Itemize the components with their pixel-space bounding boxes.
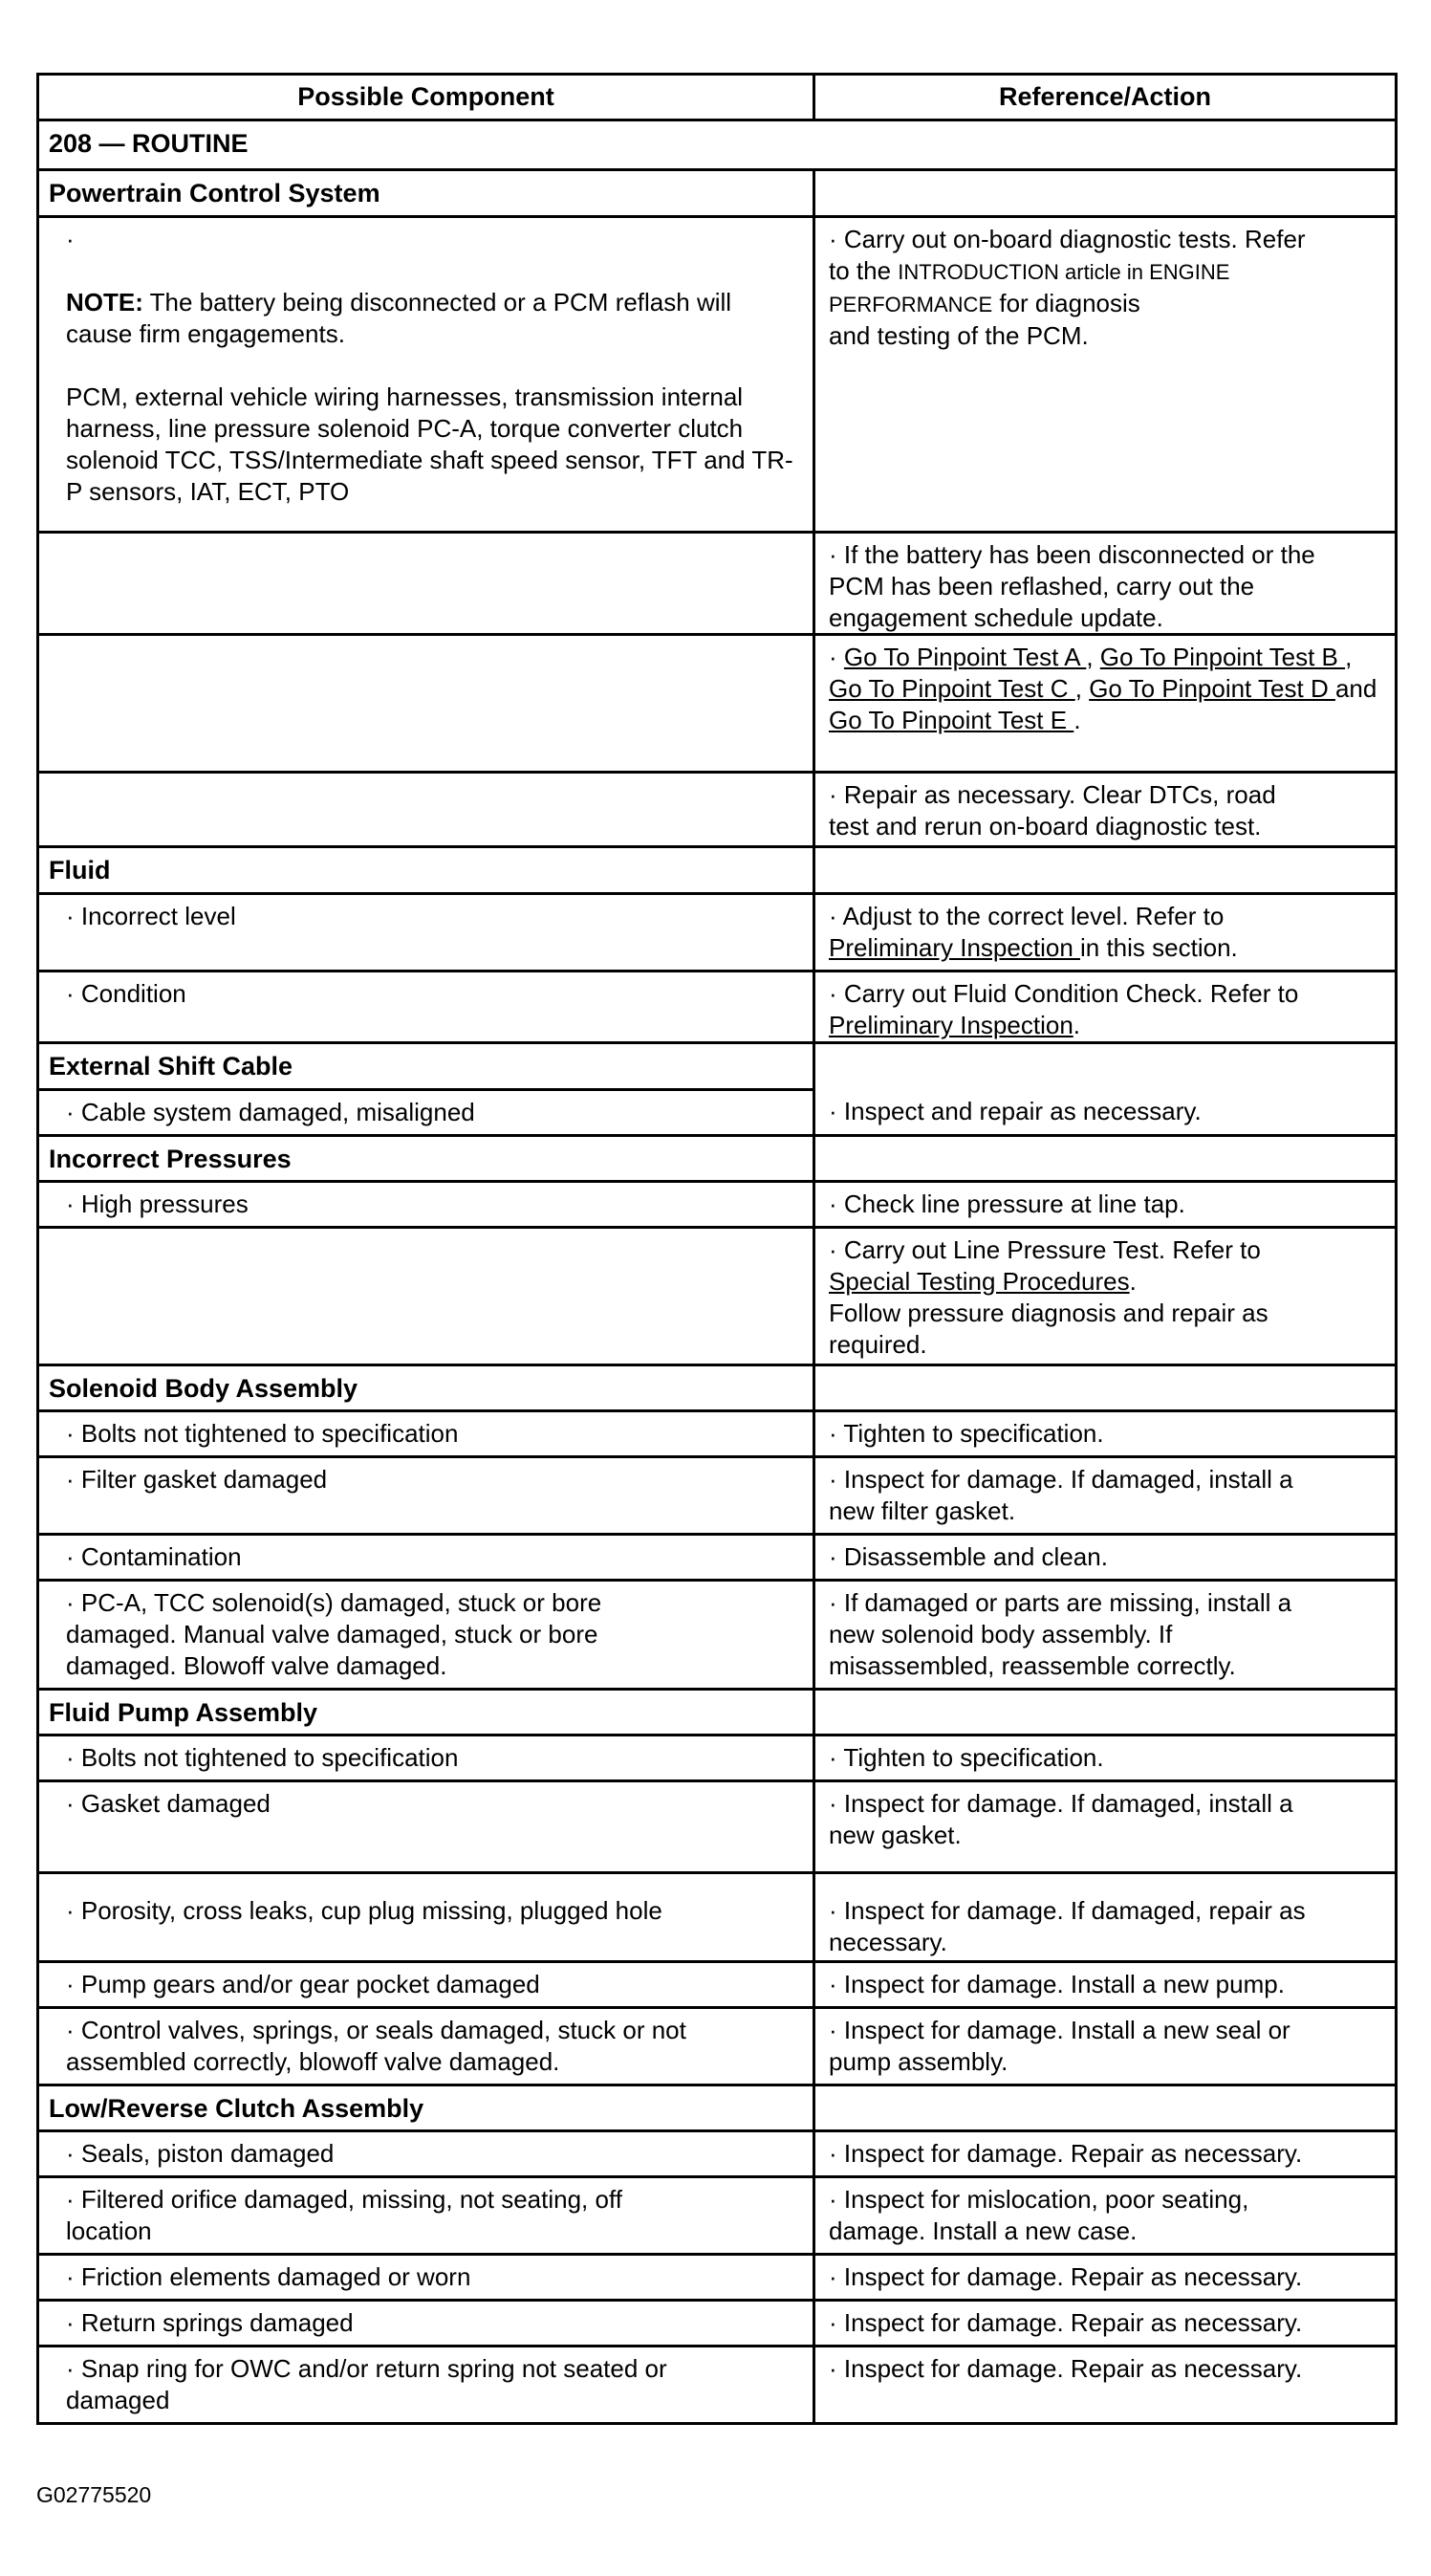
section-solenoid — [36, 1364, 815, 1412]
pump-r2-text: · Gasket damaged — [66, 1789, 271, 1818]
pressures-action-check — [813, 1180, 1398, 1229]
section-shift-cable-label: External Shift Cable — [49, 1052, 293, 1081]
section-powertrain — [36, 168, 815, 218]
pcs-components-cell — [36, 215, 815, 534]
lowrev-a3-text: · Inspect for damage. Repair as necessary. — [829, 2262, 1303, 2291]
pump-r3-text: · Porosity, cross leaks, cup plug missing, plugged hole — [66, 1896, 662, 1925]
lowrev-action-3 — [813, 2253, 1398, 2302]
header-action-label: Reference/Action — [998, 82, 1212, 111]
pump-row-5 — [36, 2006, 815, 2086]
pump-action-4 — [813, 1960, 1398, 2009]
pin-sep-1: , — [1086, 643, 1100, 671]
pressures-action2-text: · Carry out Line Pressure Test. Refer to — [829, 1235, 1261, 1264]
fluid-level-action-text: · Adjust to the correct level. Refer to — [829, 902, 1225, 930]
solenoid-action-4 — [813, 1579, 1398, 1691]
pressures-action-test — [813, 1226, 1398, 1366]
section-solenoid-action — [813, 1364, 1398, 1412]
lowrev-r3-text: · Friction elements damaged or worn — [66, 2262, 471, 2291]
pump-a4-text: · Inspect for damage. Install a new pump. — [829, 1970, 1285, 1998]
solenoid-a3-text: · Disassemble and clean. — [829, 1542, 1108, 1571]
pcs-action-pinpoint: · Go To Pinpoint Test A , Go To Pinpoint Test B , Go To Pinpoint Test C , Go To Pinpoint Test D and Go To Pinpoint Test E . — [813, 633, 1398, 774]
fluid-condition-action-text: · Carry out Fluid Condition Check. Refer to — [829, 979, 1299, 1008]
solenoid-row-3 — [36, 1533, 815, 1582]
pump-action-5 — [813, 2006, 1398, 2086]
pinpoint-test-b-link[interactable]: Go To Pinpoint Test B — [1099, 643, 1346, 671]
section-powertrain-label: Powertrain Control System — [49, 179, 380, 207]
lowrev-r5-text: · Snap ring for OWC and/or return spring not seated or damaged — [66, 2354, 667, 2414]
pump-r5-text: · Control valves, springs, or seals damaged, stuck or not assembled correctly, blowoff valve damaged. — [66, 2016, 686, 2076]
pin-and: and — [1334, 674, 1377, 703]
solenoid-a1-text: · Tighten to specification. — [829, 1419, 1104, 1448]
pcs-note-label: NOTE: — [66, 288, 143, 317]
solenoid-a2-text: · Inspect for damage. If damaged, install a new filter gasket. — [829, 1465, 1293, 1525]
pressures-action1-text: · Check line pressure at line tap. — [829, 1190, 1185, 1218]
solenoid-action-3 — [813, 1533, 1398, 1582]
section-fluid — [36, 845, 815, 895]
section-pump-action — [813, 1688, 1398, 1736]
diagnosis-table — [36, 73, 1398, 2466]
solenoid-row-1 — [36, 1409, 815, 1458]
pump-row-3 — [36, 1871, 815, 1963]
solenoid-action-2 — [813, 1455, 1398, 1536]
solenoid-action-1 — [813, 1409, 1398, 1458]
lowrev-action-4 — [813, 2299, 1398, 2347]
lowrev-row-3 — [36, 2253, 815, 2302]
section-low-reverse — [36, 2084, 815, 2132]
section-powertrain-action — [813, 168, 1398, 218]
section-shift-cable — [36, 1041, 815, 1091]
pin-sep-2: , — [1345, 643, 1353, 671]
solenoid-r4-text: · PC-A, TCC solenoid(s) damaged, stuck or bore damaged. Manual valve damaged, stuck or bore damaged. Blowoff valve damaged. — [66, 1588, 602, 1680]
solenoid-r3-text: · Contamination — [66, 1542, 242, 1571]
pump-action-2 — [813, 1779, 1398, 1874]
solenoid-r1-text: · Bolts not tightened to specification — [66, 1419, 459, 1448]
pinpoint-test-a-link[interactable]: Go To Pinpoint Test A — [843, 643, 1087, 671]
solenoid-row-2 — [36, 1455, 815, 1536]
pinpoint-test-c-link[interactable]: Go To Pinpoint Test C — [829, 674, 1075, 703]
fluid-level-label: · Incorrect level — [66, 902, 236, 930]
section-solenoid-label: Solenoid Body Assembly — [49, 1374, 358, 1403]
header-component — [36, 73, 815, 121]
preliminary-inspection-link-1[interactable]: Preliminary Inspection — [829, 933, 1080, 962]
pcs-action-diagnostic — [813, 215, 1398, 534]
pcs-note-text: The battery being disconnected or a PCM reflash will cause firm engagements. — [66, 288, 732, 348]
pressures-action2-tail: . Follow pressure diagnosis and repair as required. — [829, 1267, 1268, 1359]
solenoid-row-4 — [36, 1579, 815, 1691]
pump-row-4 — [36, 1960, 815, 2009]
lowrev-row-1 — [36, 2129, 815, 2178]
lowrev-r1-text: · Seals, piston damaged — [66, 2139, 335, 2168]
pcs-bullet: · — [66, 225, 75, 253]
pcs-action-battery — [813, 531, 1398, 636]
pcs-empty-cell-2 — [36, 633, 815, 774]
pump-a5-text: · Inspect for damage. Install a new seal or pump assembly. — [829, 2016, 1290, 2076]
pcs-action1-tail: for diagnosis and testing of the PCM. — [829, 289, 1140, 350]
table-title — [36, 119, 1398, 171]
pcs-note — [66, 287, 803, 382]
fluid-condition-label: · Condition — [66, 979, 186, 1008]
pinpoint-test-e-link[interactable]: Go To Pinpoint Test E — [829, 706, 1074, 734]
lowrev-a4-text: · Inspect for damage. Repair as necessary. — [829, 2308, 1303, 2337]
lowrev-a1-text: · Inspect for damage. Repair as necessary. — [829, 2139, 1303, 2168]
pump-row-1 — [36, 1734, 815, 1782]
engine-performance-reference: INTRODUCTION article in ENGINE PERFORMANCE — [829, 260, 1230, 317]
pump-action-3 — [813, 1871, 1398, 1963]
fluid-condition-action — [813, 970, 1398, 1044]
pump-a2-text: · Inspect for damage. If damaged, install a new gasket. — [829, 1789, 1293, 1849]
figure-id: G02775520 — [36, 2482, 152, 2507]
shift-cable-action — [813, 1041, 1398, 1137]
pressures-empty-cell — [36, 1226, 815, 1366]
pump-r1-text: · Bolts not tightened to specification — [66, 1743, 459, 1772]
section-pressures — [36, 1134, 815, 1183]
pump-r4-text: · Pump gears and/or gear pocket damaged — [66, 1970, 540, 1998]
lowrev-row-5 — [36, 2345, 815, 2425]
lowrev-action-5 — [813, 2345, 1398, 2425]
lowrev-action-2 — [813, 2175, 1398, 2256]
fluid-level-row — [36, 892, 815, 972]
pcs-action2-text: · If the battery has been disconnected or the PCM has been reflashed, carry out the engagement schedule update. — [829, 540, 1315, 632]
solenoid-r2-text: · Filter gasket damaged — [66, 1465, 328, 1494]
pcs-action4-text: · Repair as necessary. Clear DTCs, road test and rerun on-board diagnostic test. — [829, 780, 1276, 840]
lowrev-a2-text: · Inspect for mislocation, poor seating, damage. Install a new case. — [829, 2185, 1249, 2245]
section-pressures-label: Incorrect Pressures — [49, 1145, 292, 1173]
pump-action-1 — [813, 1734, 1398, 1782]
fluid-condition-action-tail: . — [1073, 1011, 1081, 1039]
lowrev-action-1 — [813, 2129, 1398, 2178]
pcs-empty-cell-3 — [36, 771, 815, 848]
pump-row-2 — [36, 1779, 815, 1874]
section-pump-label: Fluid Pump Assembly — [49, 1698, 318, 1727]
section-low-reverse-label: Low/Reverse Clutch Assembly — [49, 2094, 424, 2123]
section-fluid-label: Fluid — [49, 856, 111, 884]
fluid-level-action — [813, 892, 1398, 972]
lowrev-row-4 — [36, 2299, 815, 2347]
pump-a3-text: · Inspect for damage. If damaged, repair as necessary. — [829, 1896, 1306, 1956]
solenoid-a4-text: · If damaged or parts are missing, install a new solenoid body assembly. If misassembled, reassemble correctly. — [829, 1588, 1292, 1680]
shift-cable-action-text: · Inspect and repair as necessary. — [829, 1097, 1202, 1125]
lowrev-a5-text: · Inspect for damage. Repair as necessary. — [829, 2354, 1303, 2383]
pressures-high-label: · High pressures — [66, 1190, 249, 1218]
section-pump — [36, 1688, 815, 1736]
pressures-high-row — [36, 1180, 815, 1229]
pcs-component-list: PCM, external vehicle wiring harnesses, transmission internal harness, line pressure solenoid PC-A, torque converter clutch solenoid TCC, TSS/Intermediate shaft speed sensor, TFT and TR-P sensors, IAT, ECT, PTO — [66, 382, 793, 506]
pcs-empty-cell-1 — [36, 531, 815, 636]
pcs-action1-text: · Carry out on-board diagnostic tests. Refer to the — [829, 225, 1306, 285]
fluid-condition-row — [36, 970, 815, 1044]
header-component-label: Possible Component — [297, 82, 554, 111]
lowrev-r2-text: · Filtered orifice damaged, missing, not seating, off location — [66, 2185, 622, 2245]
section-low-reverse-action — [813, 2084, 1398, 2132]
lowrev-r4-text: · Return springs damaged — [66, 2308, 354, 2337]
shift-cable-row — [36, 1088, 815, 1137]
section-pressures-action — [813, 1134, 1398, 1183]
header-action — [813, 73, 1398, 121]
lowrev-row-2 — [36, 2175, 815, 2256]
shift-cable-label: · Cable system damaged, misaligned — [66, 1098, 475, 1126]
pump-a1-text: · Tighten to specification. — [829, 1743, 1104, 1772]
pinpoint-test-d-link[interactable]: Go To Pinpoint Test D — [1089, 674, 1335, 703]
table-title-label: 208 — ROUTINE — [49, 129, 249, 158]
pin-end: . — [1073, 706, 1081, 734]
section-fluid-action — [813, 845, 1398, 895]
pin-sep-3: , — [1074, 674, 1090, 703]
fluid-level-action-tail: in this section. — [1080, 933, 1238, 962]
special-testing-procedures-link[interactable]: Special Testing Procedures — [829, 1267, 1130, 1296]
pcs-action-repair — [813, 771, 1398, 848]
preliminary-inspection-link-2[interactable]: Preliminary Inspection — [829, 1011, 1073, 1039]
